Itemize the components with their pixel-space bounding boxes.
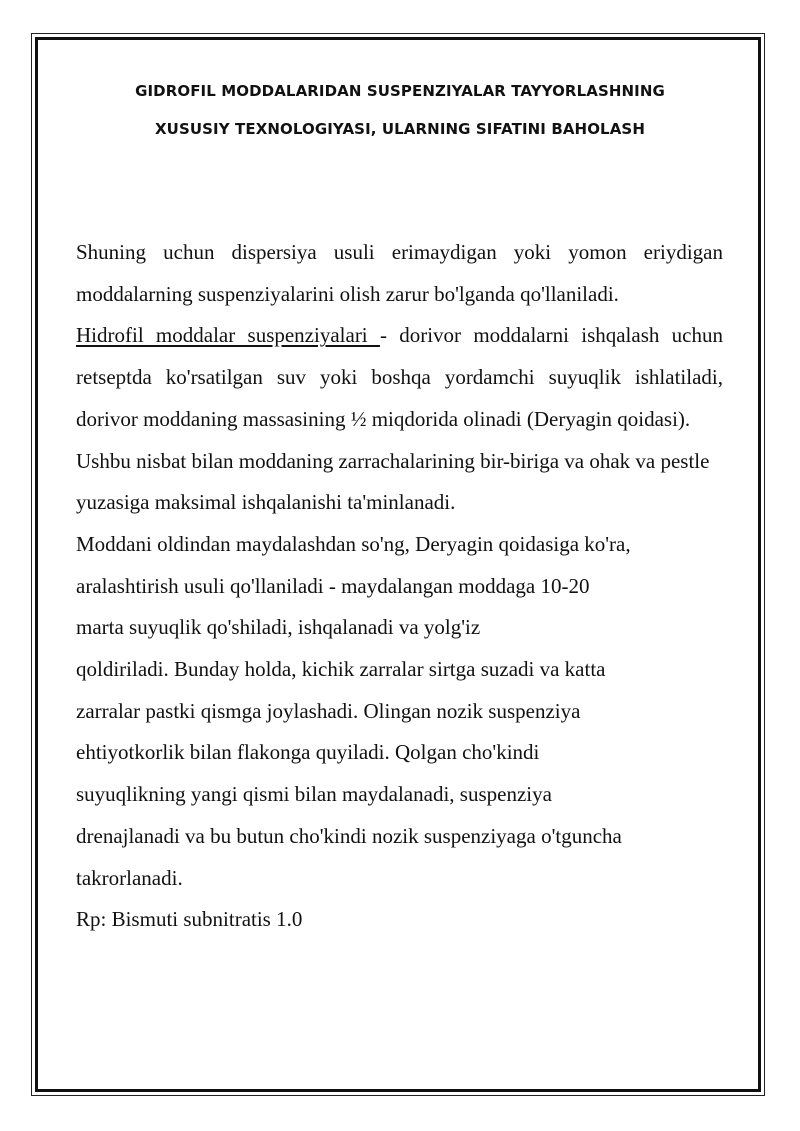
document-body xyxy=(76,232,723,941)
title-line-2: XUSUSIY TEXNOLOGIYASI, ULARNING SIFATINI BAHOLASH xyxy=(155,120,645,138)
definition-hydrophilic-suspensions: - dorivor moddalarni ishqalash uchun retseptda ko'rsatilgan suv yoki boshqa yordamchi suyuqlik ishlatiladi, dorivor moddaning massasining ½ miqdorida olinadi (Deryagin qoidasi). xyxy=(76,323,723,431)
mixing-line-2: aralashtirish usuli qo'llaniladi - maydalangan moddaga 10-20 xyxy=(76,573,590,598)
decantation-line-6: takrorlanadi. xyxy=(76,865,183,890)
paragraph-decantation xyxy=(76,649,723,899)
decantation-line-1: qoldiriladi. Bunday holda, kichik zarralar sirtga suzadi va katta xyxy=(76,657,606,682)
paragraph-mixing-method xyxy=(76,524,723,649)
paragraph-dispersion-method: Shuning uchun dispersiya usuli erimaydigan yoki yomon eriydigan moddalarning suspenziyalarini olish zarur bo'lganda qo'llaniladi. xyxy=(76,240,723,306)
paragraph-hydrophilic-suspensions xyxy=(76,315,723,440)
document-title xyxy=(40,72,760,148)
mixing-line-3: marta suyuqlik qo'shiladi, ishqalanadi va yolg'iz xyxy=(76,615,481,640)
prescription-line: Rp: Bismuti subnitratis 1.0 xyxy=(76,907,303,932)
mixing-line-1: Moddani oldindan maydalashdan so'ng, Deryagin qoidasiga ko'ra, xyxy=(76,531,631,556)
term-hydrophilic-suspensions: Hidrofil moddalar suspenziyalari xyxy=(76,323,380,348)
decantation-line-4: suyuqlikning yangi qismi bilan maydalanadi, suspenziya xyxy=(76,782,552,807)
decantation-line-3: ehtiyotkorlik bilan flakonga quyiladi. Qolgan cho'kindi xyxy=(76,740,540,765)
title-line-1: GIDROFIL MODDALARIDAN SUSPENZIYALAR TAYYORLASHNING xyxy=(135,82,665,100)
decantation-line-5: drenajlanadi va bu butun cho'kindi nozik suspenziyaga o'tguncha xyxy=(76,823,622,848)
decantation-line-2: zarralar pastki qismga joylashadi. Olingan nozik suspenziya xyxy=(76,698,581,723)
paragraph-friction-ratio: Ushbu nisbat bilan moddaning zarrachalarining bir-biriga va ohak va pestle yuzasiga maksimal ishqalanishi ta'minlanadi. xyxy=(76,448,710,515)
